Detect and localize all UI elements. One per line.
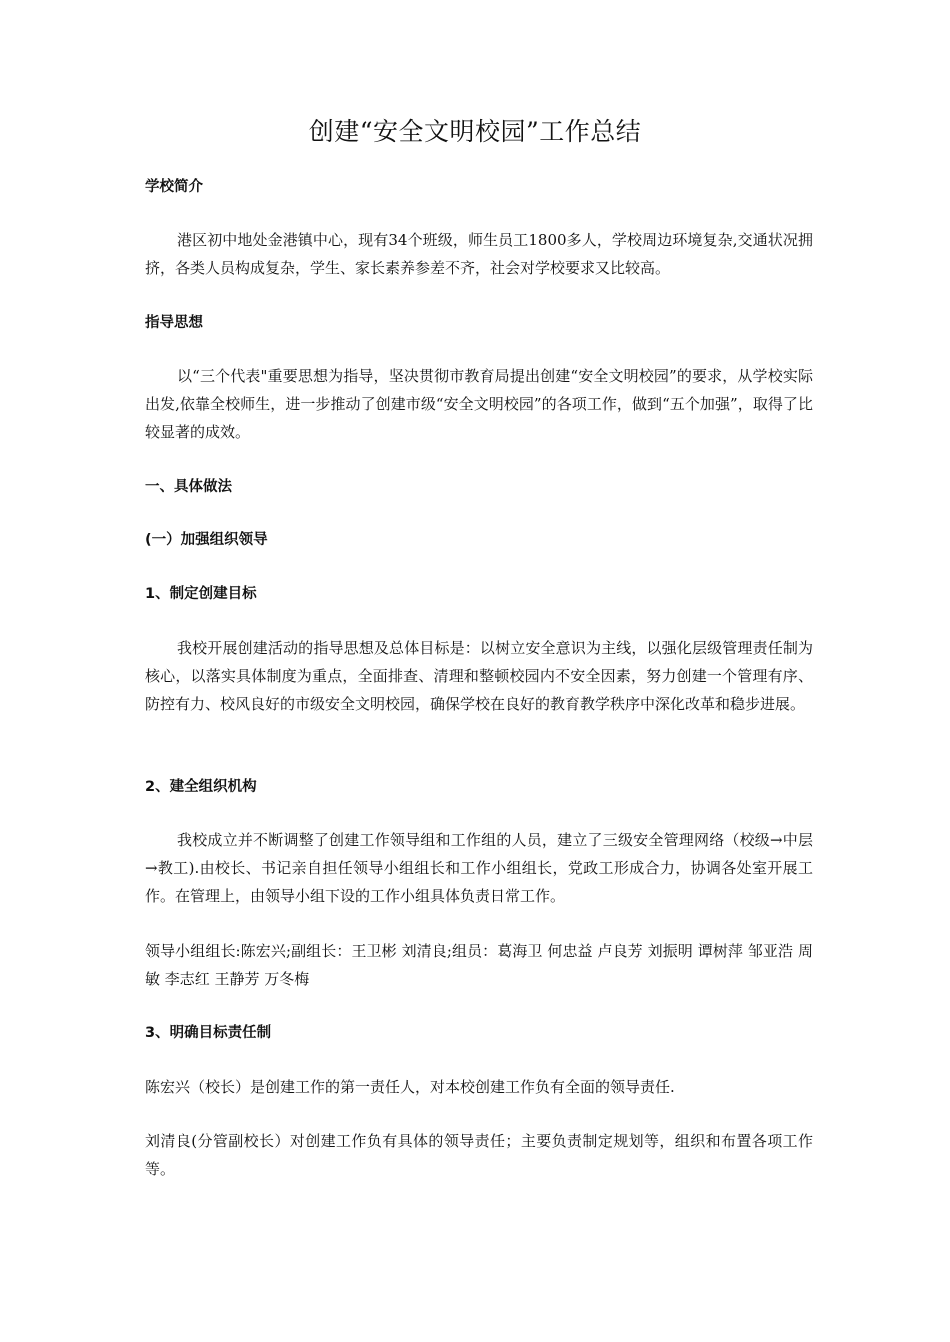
paragraph-vice-principal-responsibility: 刘清良(分管副校长）对创建工作负有具体的领导责任；主要负责制定规划等，组织和布置各项工作等。 [145, 1132, 813, 1178]
paragraph-set-goals: 我校开展创建活动的指导思想及总体目标是：以树立安全意识为主线，以强化层级管理责任制为核心，以落实具体制度为重点，全面排查、清理和整顿校园内不安全因素，努力创建一个管理有序、防控有力、校风良好的市级安全文明校园，确保学校在良好的教育教学秩序中深化改革和稳步进展。 [145, 639, 813, 713]
heading-guiding-thought: 指导思想 [145, 315, 203, 331]
document-title: 创建“安全文明校园”工作总结 [308, 117, 642, 146]
heading-responsibility: 3、明确目标责任制 [145, 1025, 272, 1041]
paragraph-school-intro: 港区初中地处金港镇中心，现有34个班级，师生员工1800多人，学校周边环境复杂,交通状况拥挤，各类人员构成复杂，学生、家长素养参差不齐，社会对学校要求又比较高。 [145, 231, 813, 277]
heading-specific-practices: 一、具体做法 [145, 479, 232, 495]
paragraph-leadership-members: 领导小组组长:陈宏兴;副组长：王卫彬 刘清良;组员：葛海卫 何忠益 卢良芳 刘振明 谭树萍 邹亚浩 周敏 李志红 王静芳 万冬梅 [145, 942, 813, 988]
heading-strengthen-leadership: (一）加强组织领导 [145, 532, 268, 548]
heading-set-goals: 1、制定创建目标 [145, 586, 257, 602]
paragraph-guiding-thought: 以“三个代表"重要思想为指导，坚决贯彻市教育局提出创建“安全文明校园”的要求，从学校实际出发,依靠全校师生，进一步推动了创建市级“安全文明校园”的各项工作，做到“五个加强”，取得了比较显著的成效。 [145, 367, 813, 441]
paragraph-principal-responsibility: 陈宏兴（校长）是创建工作的第一责任人，对本校创建工作负有全面的领导责任. [145, 1078, 675, 1096]
heading-school-intro: 学校简介 [145, 179, 203, 195]
heading-organization: 2、建全组织机构 [145, 779, 257, 795]
paragraph-organization: 我校成立并不断调整了创建工作领导组和工作组的人员，建立了三级安全管理网络（校级→中层→教工).由校长、书记亲自担任领导小组组长和工作小组组长，党政工形成合力，协调各处室开展工作。在管理上，由领导小组下设的工作小组具体负责日常工作。 [145, 831, 813, 905]
